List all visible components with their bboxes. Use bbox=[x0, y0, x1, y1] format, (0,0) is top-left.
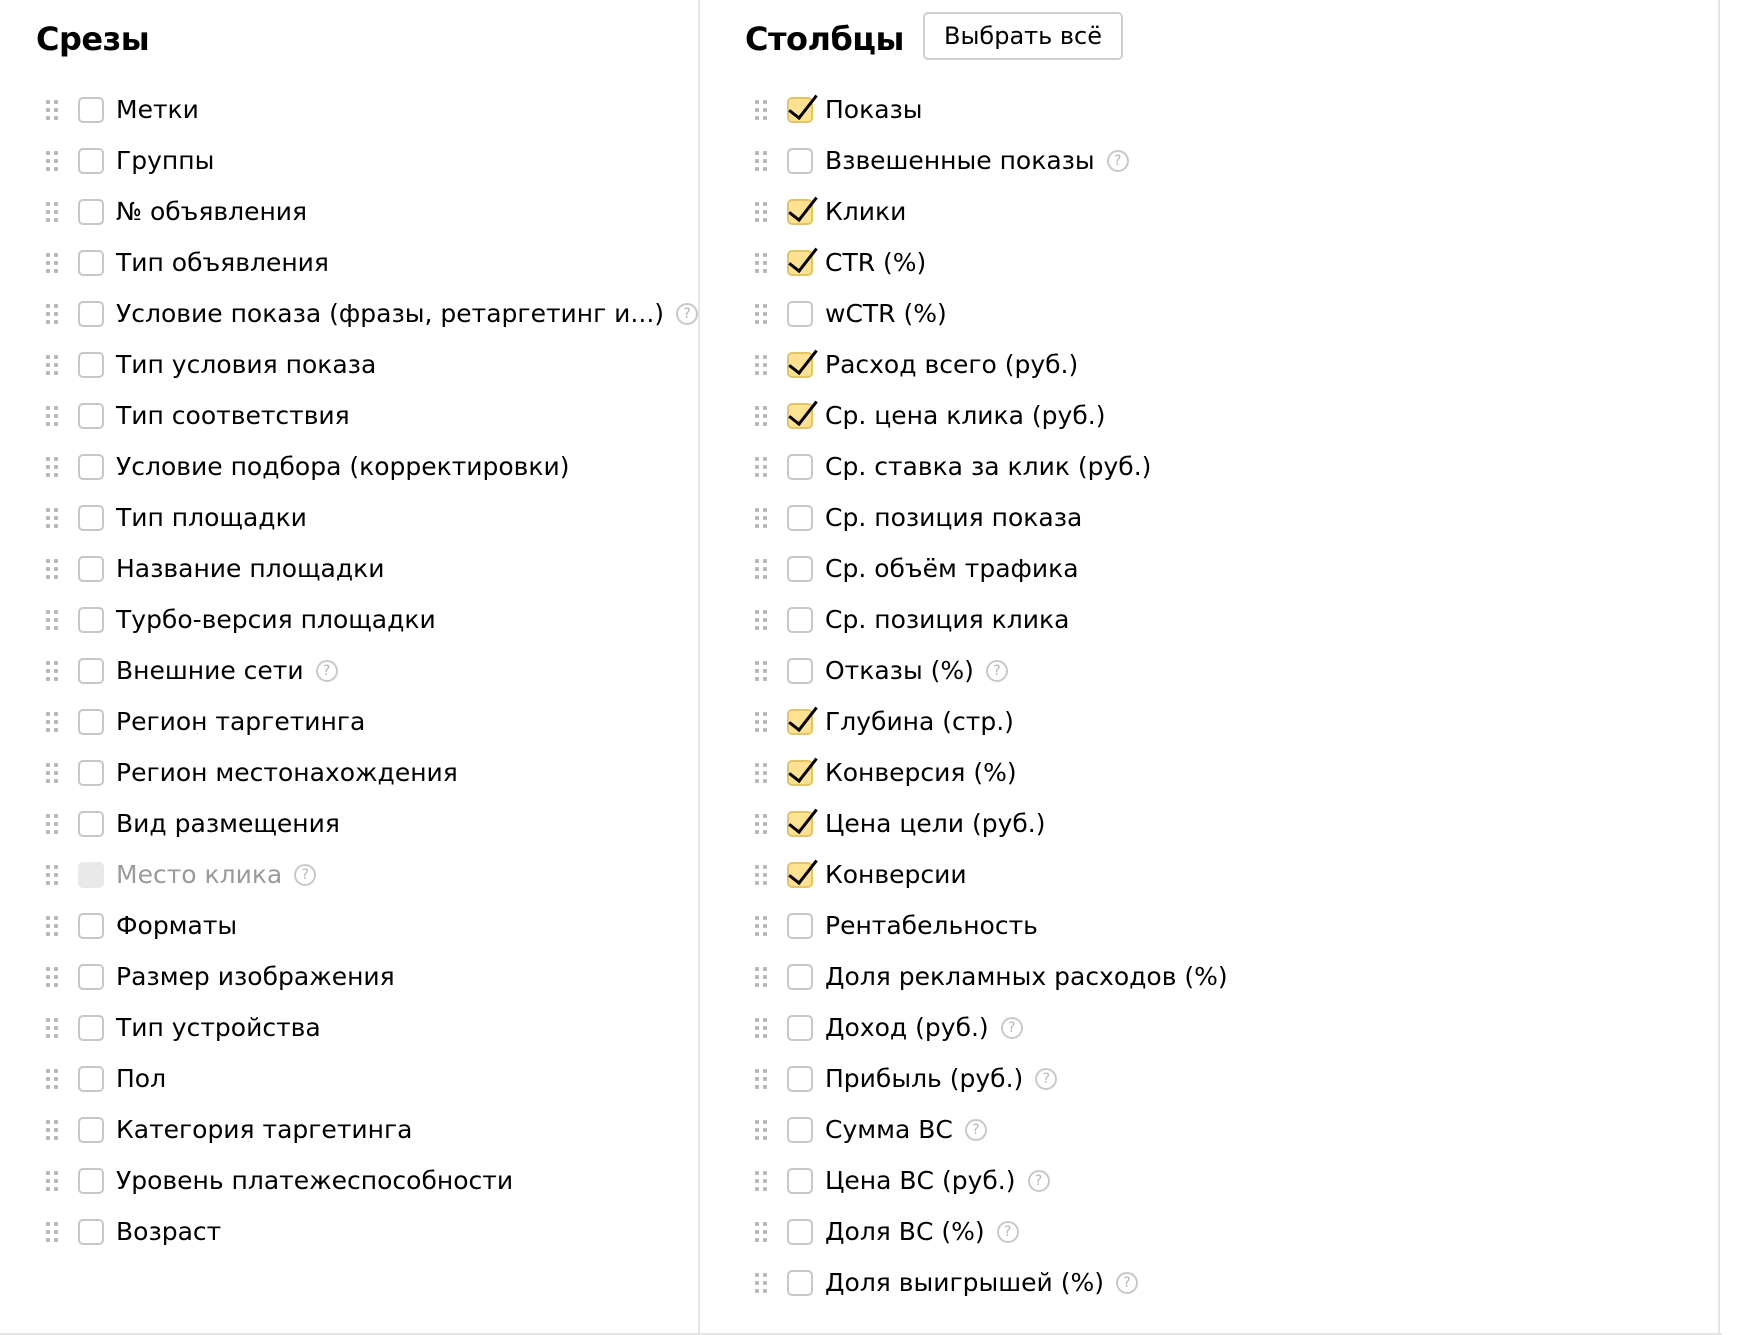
question-circle-icon[interactable]: ? bbox=[1028, 1170, 1050, 1192]
drag-handle-icon[interactable] bbox=[45, 252, 59, 274]
drag-handle-icon[interactable] bbox=[754, 303, 768, 325]
checkbox[interactable] bbox=[78, 1219, 104, 1245]
slices-panel bbox=[0, 0, 700, 1335]
option-label: Метки bbox=[116, 94, 199, 124]
option-label: Тип устройства bbox=[116, 1012, 321, 1042]
column-option[interactable] bbox=[754, 1257, 1228, 1308]
checkbox[interactable] bbox=[78, 301, 104, 327]
column-option[interactable] bbox=[754, 390, 1228, 441]
option-label: № объявления bbox=[116, 196, 308, 226]
slice-option[interactable] bbox=[45, 543, 698, 594]
checkbox[interactable] bbox=[787, 1066, 813, 1092]
option-label: Пол bbox=[116, 1063, 167, 1093]
option-label: Тип объявления bbox=[116, 247, 329, 277]
checkbox-checked[interactable] bbox=[787, 862, 813, 888]
slices-title: Срезы bbox=[36, 20, 150, 58]
slice-option[interactable] bbox=[45, 390, 698, 441]
question-circle-icon[interactable]: ? bbox=[1035, 1068, 1057, 1090]
drag-handle-icon[interactable] bbox=[45, 456, 59, 478]
column-option[interactable] bbox=[754, 1002, 1228, 1053]
option-label: wCTR (%) bbox=[825, 298, 947, 328]
column-option[interactable] bbox=[754, 594, 1228, 645]
option-label: Группы bbox=[116, 145, 215, 175]
drag-handle-icon[interactable] bbox=[45, 150, 59, 172]
checkbox[interactable] bbox=[78, 1168, 104, 1194]
option-label: Взвешенные показы bbox=[825, 145, 1095, 175]
column-option[interactable] bbox=[754, 135, 1228, 186]
checkbox-checked[interactable] bbox=[787, 250, 813, 276]
drag-handle-icon[interactable] bbox=[754, 1119, 768, 1141]
slice-option[interactable] bbox=[45, 441, 698, 492]
option-label: CTR (%) bbox=[825, 247, 927, 277]
column-option[interactable] bbox=[754, 441, 1228, 492]
drag-handle-icon[interactable] bbox=[45, 558, 59, 580]
checkbox[interactable] bbox=[78, 1117, 104, 1143]
slice-option[interactable] bbox=[45, 798, 698, 849]
drag-handle-icon[interactable] bbox=[45, 1017, 59, 1039]
option-label: Место клика bbox=[116, 859, 283, 889]
checkbox[interactable] bbox=[787, 1219, 813, 1245]
option-label: Глубина (стр.) bbox=[825, 706, 1014, 736]
option-label: Размер изображения bbox=[116, 961, 395, 991]
drag-handle-icon[interactable] bbox=[45, 915, 59, 937]
drag-handle-icon[interactable] bbox=[45, 354, 59, 376]
checkbox[interactable] bbox=[78, 454, 104, 480]
drag-handle-icon[interactable] bbox=[754, 354, 768, 376]
checkbox[interactable] bbox=[787, 301, 813, 327]
checkbox[interactable] bbox=[78, 1066, 104, 1092]
drag-handle-icon[interactable] bbox=[754, 558, 768, 580]
option-label: Тип условия показа bbox=[116, 349, 377, 379]
slice-option bbox=[45, 849, 698, 900]
columns-panel bbox=[700, 0, 1720, 1335]
drag-handle-icon[interactable] bbox=[754, 813, 768, 835]
question-circle-icon[interactable]: ? bbox=[316, 660, 338, 682]
drag-handle-icon[interactable] bbox=[754, 1017, 768, 1039]
drag-handle-icon[interactable] bbox=[754, 99, 768, 121]
checkbox[interactable] bbox=[787, 1270, 813, 1296]
option-label: Отказы (%) bbox=[825, 655, 974, 685]
slice-option[interactable] bbox=[45, 237, 698, 288]
option-label: Цена цели (руб.) bbox=[825, 808, 1046, 838]
checkbox[interactable] bbox=[78, 250, 104, 276]
slice-option[interactable] bbox=[45, 747, 698, 798]
checkbox[interactable] bbox=[78, 658, 104, 684]
drag-handle-icon[interactable] bbox=[754, 915, 768, 937]
column-option[interactable] bbox=[754, 84, 1228, 135]
select-all-button[interactable]: Выбрать всё bbox=[923, 12, 1123, 60]
option-label: Ср. цена клика (руб.) bbox=[825, 400, 1106, 430]
columns-list bbox=[754, 84, 1228, 1308]
checkbox-checked[interactable] bbox=[787, 403, 813, 429]
checkbox[interactable] bbox=[787, 913, 813, 939]
question-circle-icon[interactable]: ? bbox=[1107, 150, 1129, 172]
checkbox[interactable] bbox=[78, 148, 104, 174]
drag-handle-icon[interactable] bbox=[754, 405, 768, 427]
option-label: Доля выигрышей (%) bbox=[825, 1267, 1104, 1297]
column-option[interactable] bbox=[754, 645, 1228, 696]
option-label: Возраст bbox=[116, 1216, 222, 1246]
checkbox[interactable] bbox=[787, 1168, 813, 1194]
drag-handle-icon[interactable] bbox=[45, 1170, 59, 1192]
drag-handle-icon[interactable] bbox=[754, 1068, 768, 1090]
option-label: Сумма ВС bbox=[825, 1114, 953, 1144]
option-label: Доход (руб.) bbox=[825, 1012, 989, 1042]
drag-handle-icon[interactable] bbox=[45, 405, 59, 427]
column-option[interactable] bbox=[754, 696, 1228, 747]
option-label: Клики bbox=[825, 196, 907, 226]
drag-handle-icon[interactable] bbox=[754, 609, 768, 631]
drag-handle-icon[interactable] bbox=[754, 864, 768, 886]
slice-option[interactable] bbox=[45, 135, 698, 186]
column-option[interactable] bbox=[754, 849, 1228, 900]
column-option[interactable] bbox=[754, 288, 1228, 339]
checkbox[interactable] bbox=[787, 148, 813, 174]
checkbox[interactable] bbox=[78, 964, 104, 990]
slice-option[interactable] bbox=[45, 900, 698, 951]
checkbox-checked[interactable] bbox=[787, 199, 813, 225]
column-option[interactable] bbox=[754, 900, 1228, 951]
question-circle-icon[interactable]: ? bbox=[1116, 1272, 1138, 1294]
column-option[interactable] bbox=[754, 747, 1228, 798]
option-label: Цена ВС (руб.) bbox=[825, 1165, 1016, 1195]
option-label: Тип соответствия bbox=[116, 400, 350, 430]
drag-handle-icon[interactable] bbox=[45, 1119, 59, 1141]
option-label: Ср. позиция клика bbox=[825, 604, 1070, 634]
drag-handle-icon[interactable] bbox=[45, 303, 59, 325]
slice-option[interactable] bbox=[45, 1155, 698, 1206]
option-label: Ср. позиция показа bbox=[825, 502, 1083, 532]
option-label: Расход всего (руб.) bbox=[825, 349, 1079, 379]
option-label: Тип площадки bbox=[116, 502, 307, 532]
drag-handle-icon[interactable] bbox=[754, 1170, 768, 1192]
slice-option[interactable] bbox=[45, 84, 698, 135]
drag-handle-icon[interactable] bbox=[45, 507, 59, 529]
checkbox[interactable] bbox=[78, 811, 104, 837]
checkbox-checked[interactable] bbox=[787, 709, 813, 735]
checkbox[interactable] bbox=[78, 505, 104, 531]
drag-handle-icon[interactable] bbox=[45, 201, 59, 223]
slice-option[interactable] bbox=[45, 1053, 698, 1104]
option-label: Уровень платежеспособности bbox=[116, 1165, 514, 1195]
drag-handle-icon[interactable] bbox=[45, 864, 59, 886]
question-circle-icon[interactable]: ? bbox=[1001, 1017, 1023, 1039]
slice-option[interactable] bbox=[45, 1206, 698, 1257]
column-option[interactable] bbox=[754, 1053, 1228, 1104]
option-label: Показы bbox=[825, 94, 923, 124]
checkbox-checked[interactable] bbox=[787, 352, 813, 378]
drag-handle-icon[interactable] bbox=[45, 99, 59, 121]
checkbox[interactable] bbox=[78, 352, 104, 378]
column-option[interactable] bbox=[754, 492, 1228, 543]
option-label: Название площадки bbox=[116, 553, 385, 583]
checkbox bbox=[78, 862, 104, 888]
slice-option[interactable] bbox=[45, 696, 698, 747]
checkbox[interactable] bbox=[78, 199, 104, 225]
option-label: Ср. ставка за клик (руб.) bbox=[825, 451, 1152, 481]
checkbox[interactable] bbox=[787, 556, 813, 582]
checkbox-checked[interactable] bbox=[787, 760, 813, 786]
column-option[interactable] bbox=[754, 951, 1228, 1002]
column-option[interactable] bbox=[754, 1206, 1228, 1257]
option-label: Прибыль (руб.) bbox=[825, 1063, 1024, 1093]
question-circle-icon[interactable]: ? bbox=[676, 303, 698, 325]
column-option[interactable] bbox=[754, 543, 1228, 594]
column-option[interactable] bbox=[754, 1155, 1228, 1206]
option-label: Регион таргетинга bbox=[116, 706, 366, 736]
checkbox[interactable] bbox=[78, 556, 104, 582]
columns-title: Столбцы bbox=[745, 20, 904, 58]
slice-option[interactable] bbox=[45, 1002, 698, 1053]
checkbox[interactable] bbox=[78, 97, 104, 123]
drag-handle-icon[interactable] bbox=[45, 660, 59, 682]
drag-handle-icon[interactable] bbox=[45, 609, 59, 631]
checkbox[interactable] bbox=[787, 1015, 813, 1041]
checkbox-checked[interactable] bbox=[787, 97, 813, 123]
option-label: Условие подбора (корректировки) bbox=[116, 451, 570, 481]
drag-handle-icon[interactable] bbox=[754, 150, 768, 172]
slice-option[interactable] bbox=[45, 492, 698, 543]
question-circle-icon[interactable]: ? bbox=[294, 864, 316, 886]
option-label: Конверсия (%) bbox=[825, 757, 1017, 787]
checkbox[interactable] bbox=[787, 505, 813, 531]
slice-option[interactable] bbox=[45, 339, 698, 390]
checkbox[interactable] bbox=[78, 607, 104, 633]
option-label: Турбо-версия площадки bbox=[116, 604, 436, 634]
question-circle-icon[interactable]: ? bbox=[986, 660, 1008, 682]
checkbox[interactable] bbox=[78, 1015, 104, 1041]
checkbox[interactable] bbox=[787, 658, 813, 684]
column-option[interactable] bbox=[754, 186, 1228, 237]
slice-option[interactable] bbox=[45, 1104, 698, 1155]
slice-option[interactable] bbox=[45, 594, 698, 645]
drag-handle-icon[interactable] bbox=[754, 1272, 768, 1294]
slice-option[interactable] bbox=[45, 645, 698, 696]
option-label: Доля рекламных расходов (%) bbox=[825, 961, 1228, 991]
checkbox[interactable] bbox=[787, 964, 813, 990]
drag-handle-icon[interactable] bbox=[45, 813, 59, 835]
question-circle-icon[interactable]: ? bbox=[965, 1119, 987, 1141]
checkbox[interactable] bbox=[787, 454, 813, 480]
option-label: Категория таргетинга bbox=[116, 1114, 413, 1144]
option-label: Доля ВС (%) bbox=[825, 1216, 985, 1246]
slices-list bbox=[45, 84, 698, 1257]
checkbox[interactable] bbox=[787, 607, 813, 633]
option-label: Форматы bbox=[116, 910, 238, 940]
drag-handle-icon[interactable] bbox=[754, 711, 768, 733]
drag-handle-icon[interactable] bbox=[754, 252, 768, 274]
option-label: Вид размещения bbox=[116, 808, 340, 838]
question-circle-icon[interactable]: ? bbox=[997, 1221, 1019, 1243]
column-option[interactable] bbox=[754, 1104, 1228, 1155]
drag-handle-icon[interactable] bbox=[754, 1221, 768, 1243]
checkbox[interactable] bbox=[78, 403, 104, 429]
drag-handle-icon[interactable] bbox=[754, 456, 768, 478]
drag-handle-icon[interactable] bbox=[754, 507, 768, 529]
checkbox[interactable] bbox=[78, 913, 104, 939]
drag-handle-icon[interactable] bbox=[45, 711, 59, 733]
option-label: Конверсии bbox=[825, 859, 967, 889]
drag-handle-icon[interactable] bbox=[754, 966, 768, 988]
drag-handle-icon[interactable] bbox=[45, 966, 59, 988]
slice-option[interactable] bbox=[45, 186, 698, 237]
checkbox[interactable] bbox=[787, 1117, 813, 1143]
checkbox[interactable] bbox=[78, 709, 104, 735]
drag-handle-icon[interactable] bbox=[754, 660, 768, 682]
option-label: Внешние сети bbox=[116, 655, 304, 685]
column-option[interactable] bbox=[754, 798, 1228, 849]
drag-handle-icon[interactable] bbox=[45, 762, 59, 784]
checkbox[interactable] bbox=[78, 760, 104, 786]
slice-option[interactable] bbox=[45, 288, 698, 339]
drag-handle-icon[interactable] bbox=[754, 201, 768, 223]
drag-handle-icon[interactable] bbox=[754, 762, 768, 784]
option-label: Условие показа (фразы, ретаргетинг и...) bbox=[116, 298, 665, 328]
option-label: Рентабельность bbox=[825, 910, 1038, 940]
slice-option[interactable] bbox=[45, 951, 698, 1002]
option-label: Ср. объём трафика bbox=[825, 553, 1079, 583]
column-option[interactable] bbox=[754, 339, 1228, 390]
column-option[interactable] bbox=[754, 237, 1228, 288]
drag-handle-icon[interactable] bbox=[45, 1068, 59, 1090]
option-label: Регион местонахождения bbox=[116, 757, 458, 787]
checkbox-checked[interactable] bbox=[787, 811, 813, 837]
drag-handle-icon[interactable] bbox=[45, 1221, 59, 1243]
